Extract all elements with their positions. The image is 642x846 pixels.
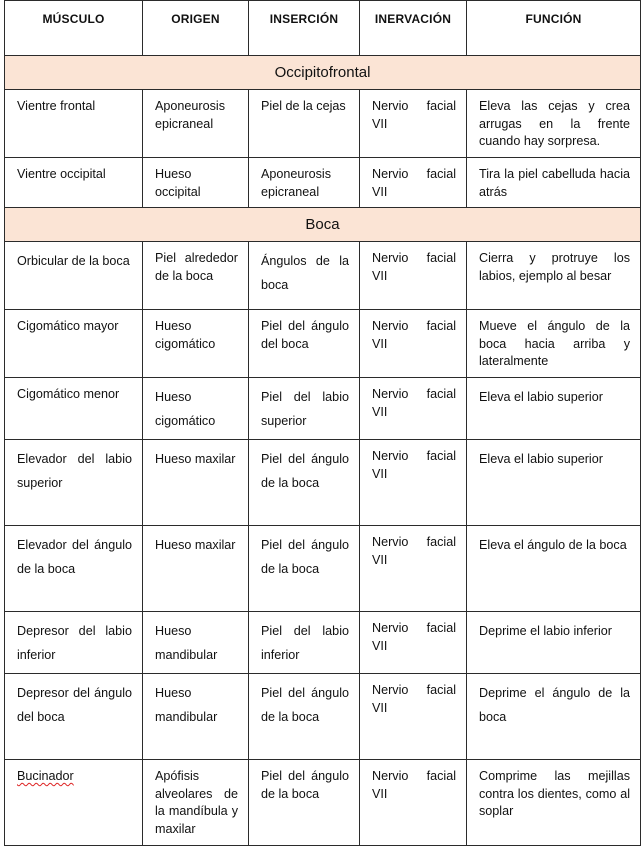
cell-insercion: Piel del ángulo de la boca (249, 526, 360, 612)
cell-insercion: Piel del ángulo de la boca (249, 440, 360, 526)
cell-funcion: Eleva las cejas y crea arrugas en la frente cuando hay sorpresa. (467, 90, 641, 158)
cell-origen: Aponeurosis epicraneal (143, 90, 249, 158)
header-inervacion: INERVACIÓN (360, 1, 467, 56)
header-musculo: MÚSCULO (5, 1, 143, 56)
cell-funcion: Eleva el ángulo de la boca (467, 526, 641, 612)
cell-inervacion: Nervio facial VII (360, 378, 467, 440)
table-row (5, 242, 641, 310)
cell-funcion: Deprime el ángulo de la boca (467, 674, 641, 760)
cell-insercion: Piel del labio superior (249, 378, 360, 440)
cell-insercion: Piel de la cejas (249, 90, 360, 158)
cell-inervacion: Nervio facial VII (360, 760, 467, 846)
cell-origen: Hueso cigomático (143, 310, 249, 378)
cell-funcion: Cierra y protruye los labios, ejemplo al besar (467, 242, 641, 310)
cell-origen: Hueso maxilar (143, 526, 249, 612)
spellcheck-word: Bucinador (17, 769, 74, 783)
table-row (5, 158, 641, 208)
table-row (5, 612, 641, 674)
header-funcion: FUNCIÓN (467, 1, 641, 56)
table-row (5, 90, 641, 158)
muscle-table-page (4, 0, 640, 846)
cell-musculo: Elevador del ángulo de la boca (5, 526, 143, 612)
cell-insercion: Piel del labio inferior (249, 612, 360, 674)
cell-musculo: Orbicular de la boca (5, 242, 143, 310)
facial-muscles-table (4, 0, 641, 846)
cell-origen: Hueso maxilar (143, 440, 249, 526)
cell-inervacion: Nervio facial VII (360, 242, 467, 310)
cell-inervacion: Nervio facial VII (360, 526, 467, 612)
cell-musculo: Vientre occipital (5, 158, 143, 208)
header-row (5, 1, 641, 56)
table-row (5, 526, 641, 612)
cell-funcion: Mueve el ángulo de la boca hacia arriba y lateralmente (467, 310, 641, 378)
section-title-boca: Boca (5, 208, 641, 242)
cell-funcion: Tira la piel cabelluda hacia atrás (467, 158, 641, 208)
cell-origen: Piel alrededor de la boca (143, 242, 249, 310)
header-origen: ORIGEN (143, 1, 249, 56)
cell-musculo: Cigomático menor (5, 378, 143, 440)
cell-origen: Apófisis alveolares de la mandíbula y maxilar (143, 760, 249, 846)
cell-origen: Hueso cigomático (143, 378, 249, 440)
cell-inervacion: Nervio facial VII (360, 440, 467, 526)
cell-funcion: Deprime el labio inferior (467, 612, 641, 674)
cell-inervacion: Nervio facial VII (360, 612, 467, 674)
cell-inervacion: Nervio facial VII (360, 158, 467, 208)
table-row (5, 760, 641, 846)
cell-musculo: Depresor del ángulo del boca (5, 674, 143, 760)
cell-inervacion: Nervio facial VII (360, 90, 467, 158)
section-title-occipitofrontal: Occipitofrontal (5, 56, 641, 90)
cell-origen: Hueso occipital (143, 158, 249, 208)
cell-inervacion: Nervio facial VII (360, 674, 467, 760)
cell-insercion: Piel del ángulo de la boca (249, 760, 360, 846)
cell-origen: Hueso mandibular (143, 674, 249, 760)
table-row (5, 378, 641, 440)
cell-funcion: Eleva el labio superior (467, 378, 641, 440)
cell-musculo: Vientre frontal (5, 90, 143, 158)
section-row-occipitofrontal (5, 56, 641, 90)
cell-funcion: Eleva el labio superior (467, 440, 641, 526)
cell-funcion: Comprime las mejillas contra los dientes, como al soplar (467, 760, 641, 846)
table-row (5, 310, 641, 378)
cell-origen: Hueso mandibular (143, 612, 249, 674)
table-row (5, 440, 641, 526)
cell-musculo: Depresor del labio inferior (5, 612, 143, 674)
section-row-boca (5, 208, 641, 242)
table-row (5, 674, 641, 760)
cell-musculo: Elevador del labio superior (5, 440, 143, 526)
cell-musculo: Cigomático mayor (5, 310, 143, 378)
cell-inervacion: Nervio facial VII (360, 310, 467, 378)
cell-insercion: Ángulos de la boca (249, 242, 360, 310)
cell-insercion: Piel del ángulo de la boca (249, 674, 360, 760)
cell-insercion: Piel del ángulo del boca (249, 310, 360, 378)
cell-insercion: Aponeurosis epicraneal (249, 158, 360, 208)
cell-musculo (5, 760, 143, 846)
header-insercion: INSERCIÓN (249, 1, 360, 56)
